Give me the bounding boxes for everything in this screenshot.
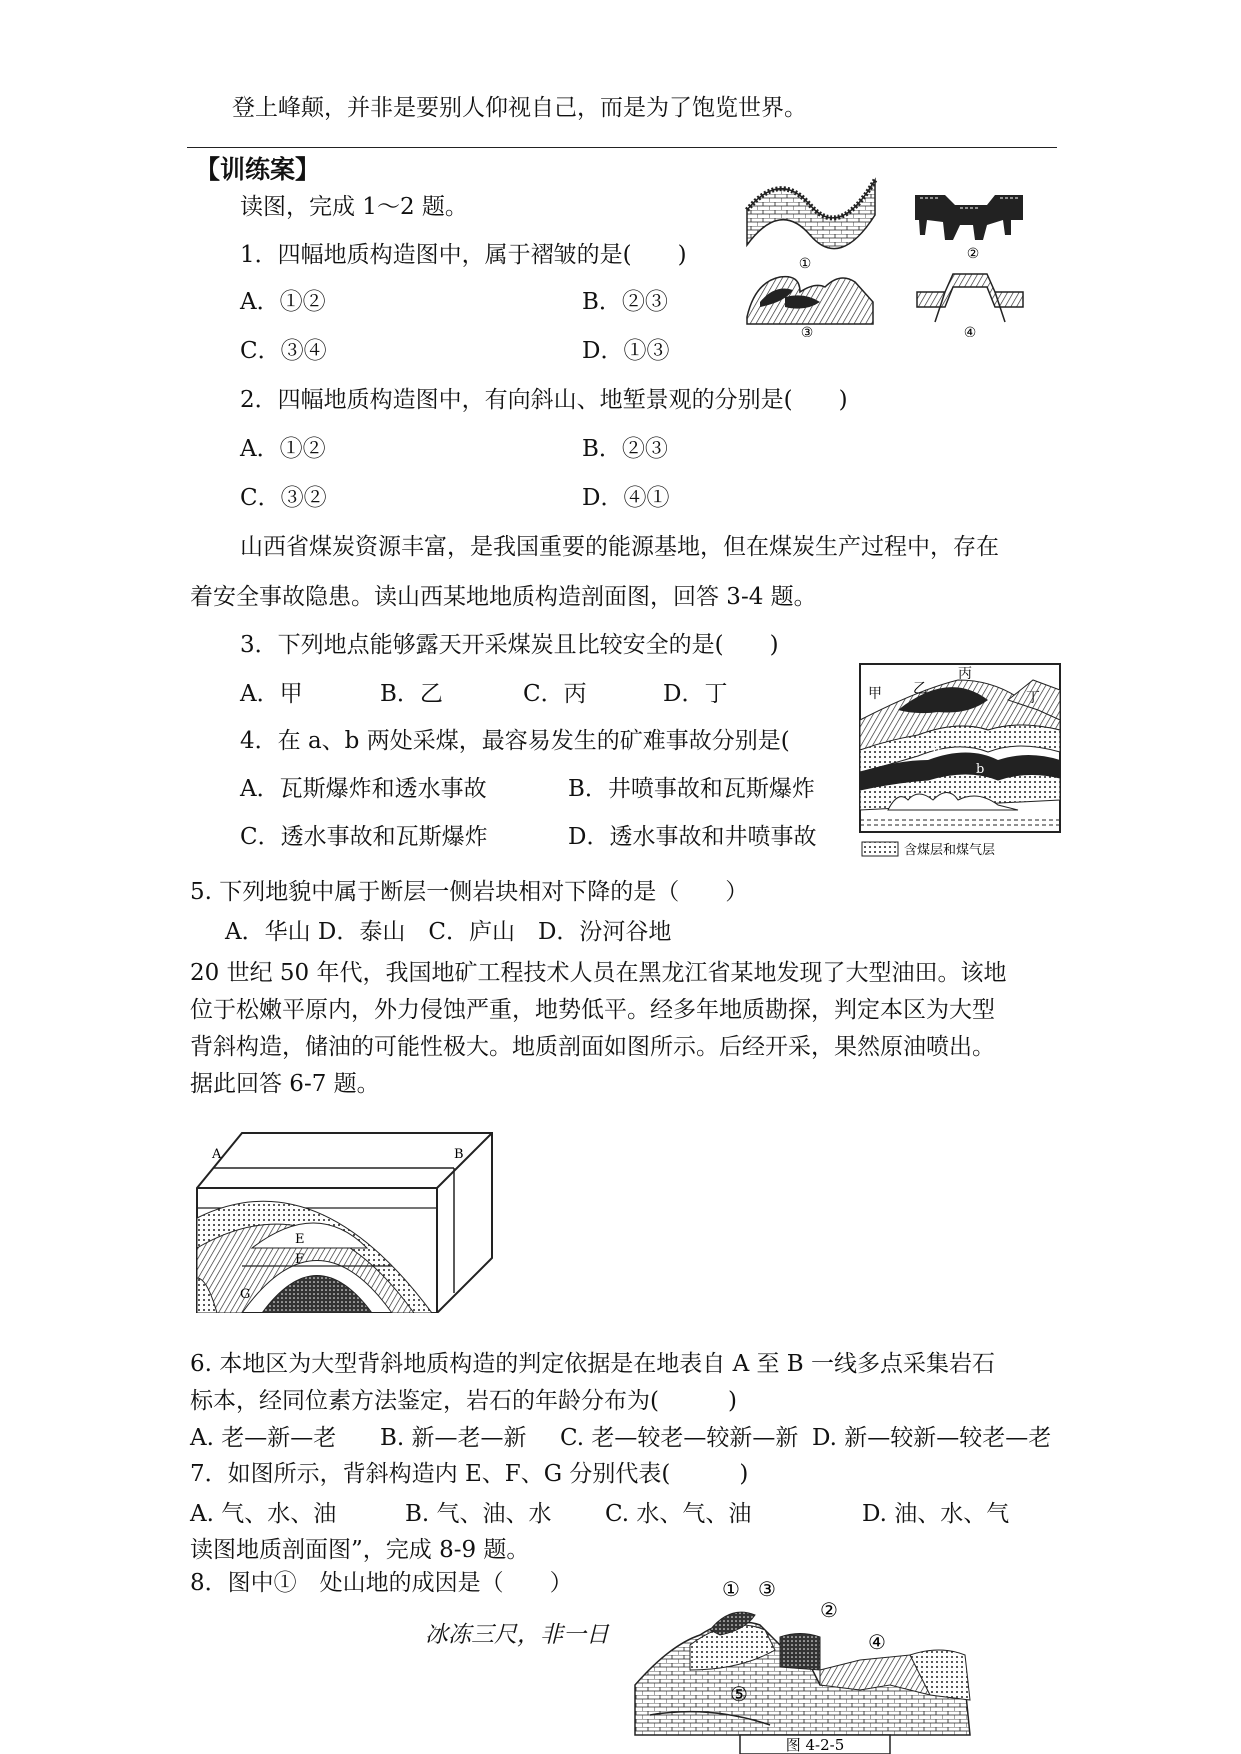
structure-2-graben <box>915 180 1025 260</box>
label-B: B <box>454 1147 464 1162</box>
anticline-block-figure <box>192 1128 502 1313</box>
label-ding: 丁 <box>1026 690 1040 706</box>
label-structure-2: ② <box>966 246 980 260</box>
structure-4-horst <box>915 262 1025 337</box>
q4-stem: 4．在 a、b 两处采煤，最容易发生的矿难事故分别是( <box>240 728 790 754</box>
shanxi-cross-section-figure <box>858 660 1064 860</box>
q7-stem: 7．如图所示，背斜构造内 E、F、G 分别代表( ) <box>190 1461 749 1487</box>
q3-option-c: C．丙 <box>523 681 587 707</box>
q1-option-b: B．②③ <box>582 289 668 315</box>
q4-option-a: A．瓦斯爆炸和透水事故 <box>240 776 487 802</box>
label-yi: 乙 <box>913 681 927 697</box>
q2-stem: 2．四幅地质构造图中，有向斜山、地堑景观的分别是( ) <box>240 387 848 413</box>
label-F: F <box>295 1252 305 1267</box>
oil-intro-line-1: 20 世纪 50 年代，我国地矿工程技术人员在黑龙江省某地发现了大型油田。该地 <box>190 960 1007 986</box>
divider <box>187 147 1057 148</box>
q6-stem-line-2: 标本，经同位素方法鉴定，岩石的年龄分布为( ) <box>190 1388 737 1414</box>
q7-option-a: A. 气、水、油 <box>190 1501 337 1527</box>
label-bing: 丙 <box>958 666 972 682</box>
q8-stem: 8．图中① 处山地的成因是（ ） <box>190 1570 573 1596</box>
q2-option-d: D．④① <box>582 485 670 511</box>
label-b: b <box>976 762 985 777</box>
q4-option-c: C．透水事故和瓦斯爆炸 <box>240 824 488 850</box>
oil-intro-line-2: 位于松嫩平原内，外力侵蚀严重，地势低平。经多年地质勘探，判定本区为大型 <box>190 997 995 1023</box>
q7-option-b: B. 气、油、水 <box>405 1501 552 1527</box>
intro-q1-q2: 读图，完成 1～2 题。 <box>240 194 468 220</box>
q1-option-d: D．①③ <box>582 338 670 364</box>
q4-option-d: D．透水事故和井喷事故 <box>568 824 817 850</box>
label-structure-4: ④ <box>963 325 977 337</box>
shanxi-intro-line-1: 山西省煤炭资源丰富，是我国重要的能源基地，但在煤炭生产过程中，存在 <box>240 534 999 560</box>
q2-option-b: B．②③ <box>582 436 668 462</box>
oil-intro-line-4: 据此回答 6-7 题。 <box>190 1071 380 1097</box>
q7-option-d: D. 油、水、气 <box>862 1501 1010 1527</box>
q2-option-a: A．①② <box>240 436 326 462</box>
label-A: A <box>212 1147 222 1162</box>
figure-caption: 图 4-2-5 <box>785 1736 845 1754</box>
label-structure-3: ③ <box>800 325 814 337</box>
q1-stem: 1．四幅地质构造图中，属于褶皱的是( ) <box>240 242 687 268</box>
proverb: 冰冻三尺，非一日 <box>425 1622 609 1648</box>
intro-q8-q9: 读图地质剖面图”，完成 8-9 题。 <box>190 1537 530 1563</box>
q3-option-d: D．丁 <box>663 681 728 707</box>
label-5: ⑤ <box>730 1682 748 1706</box>
legend-swatch <box>862 842 898 856</box>
q5-stem: 5. 下列地貌中属于断层一侧岩块相对下降的是（ ） <box>190 879 749 905</box>
label-1: ① <box>722 1577 740 1601</box>
q4-option-b: B．井喷事故和瓦斯爆炸 <box>568 776 815 802</box>
section-title: 【训练案】 <box>195 155 321 184</box>
q6-option-a: A. 老—新—老 <box>190 1425 337 1451</box>
q5-options: A．华山 D．泰山 C．庐山 D．汾河谷地 <box>225 919 672 945</box>
label-a: a <box>933 742 941 757</box>
label-3: ③ <box>758 1577 776 1601</box>
shanxi-intro-line-2: 着安全事故隐患。读山西某地地质构造剖面图，回答 3-4 题。 <box>190 584 817 610</box>
q1-option-c: C．③④ <box>240 338 327 364</box>
q1-option-a: A．①② <box>240 289 326 315</box>
motto: 登上峰颠，并非是要别人仰视自己，而是为了饱览世界。 <box>232 95 807 121</box>
q2-option-c: C．③② <box>240 485 327 511</box>
label-2: ② <box>820 1598 838 1622</box>
q7-option-c: C. 水、气、油 <box>605 1501 752 1527</box>
label-E: E <box>295 1232 305 1247</box>
oil-intro-line-3: 背斜构造，储油的可能性极大。地质剖面如图所示。后经开采，果然原油喷出。 <box>190 1034 995 1060</box>
q6-stem-line-1: 6. 本地区为大型背斜地质构造的判定依据是在地表自 A 至 B 一线多点采集岩石 <box>190 1351 996 1377</box>
q6-option-c: C. 老—较老—较新—新 <box>560 1425 799 1451</box>
q3-stem: 3．下列地点能够露天开采煤炭且比较安全的是( ) <box>240 632 779 658</box>
q6-option-b: B. 新—老—新 <box>380 1425 527 1451</box>
landscape-cross-section-figure <box>630 1575 975 1754</box>
label-structure-1: ① <box>798 256 812 272</box>
label-G: G <box>240 1287 251 1302</box>
q3-option-a: A．甲 <box>240 681 303 707</box>
label-jia: 甲 <box>868 686 882 702</box>
label-4: ④ <box>868 1630 886 1654</box>
legend-text: 含煤层和煤气层 <box>904 843 996 858</box>
q3-option-b: B．乙 <box>380 681 443 707</box>
q6-option-d: D. 新—较新—较老—老 <box>812 1425 1052 1451</box>
structure-3-fold <box>745 262 875 337</box>
